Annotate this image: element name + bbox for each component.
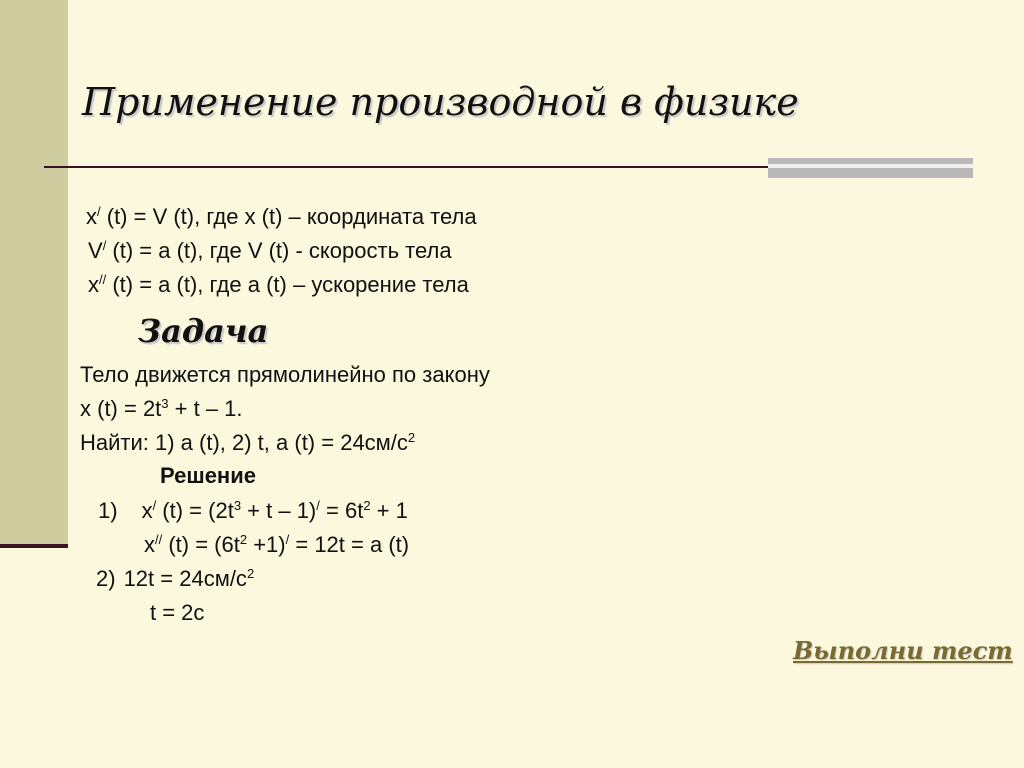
formula-line-3: x// (t) = a (t), где a (t) – ускорение тела — [88, 272, 469, 297]
slide-title: Применение производной в физике — [82, 80, 799, 124]
task-line-3: Найти: 1) a (t), 2) t, a $(t) = 24см/с^2$ — [80, 430, 416, 455]
task-heading: Задача — [138, 312, 269, 350]
task-line-2: x $(t) = 2t^3 + t - 1$. — [80, 396, 243, 421]
solution-heading: Решение — [160, 463, 256, 488]
left-decor-band — [0, 0, 68, 546]
solution-answer: t = 2c — [150, 600, 205, 625]
left-decor-line — [0, 544, 68, 548]
solution-step-1: 1) x/ $(t) = (2t^3 + t - 1)^/ = 6t^2 + 1$ — [98, 498, 408, 523]
solution-step-1b: x// $(t) = (6t^2 +1)^/ = 12t = a$ (t) — [144, 532, 410, 557]
formula-line-1: x/ (t) = V (t), где x (t) – координата тела — [86, 204, 477, 229]
task-line-1: Тело движется прямолинейно по закону — [80, 362, 490, 387]
solution-step-2: 2) $12t = 24см/с^2$ — [96, 566, 255, 591]
take-test-link[interactable]: Выполни тест — [793, 636, 1013, 665]
title-divider — [44, 166, 770, 168]
title-decor-bar — [768, 158, 973, 178]
formula-line-2: V/ (t) = a (t), где V (t) - скорость тела — [88, 238, 452, 263]
